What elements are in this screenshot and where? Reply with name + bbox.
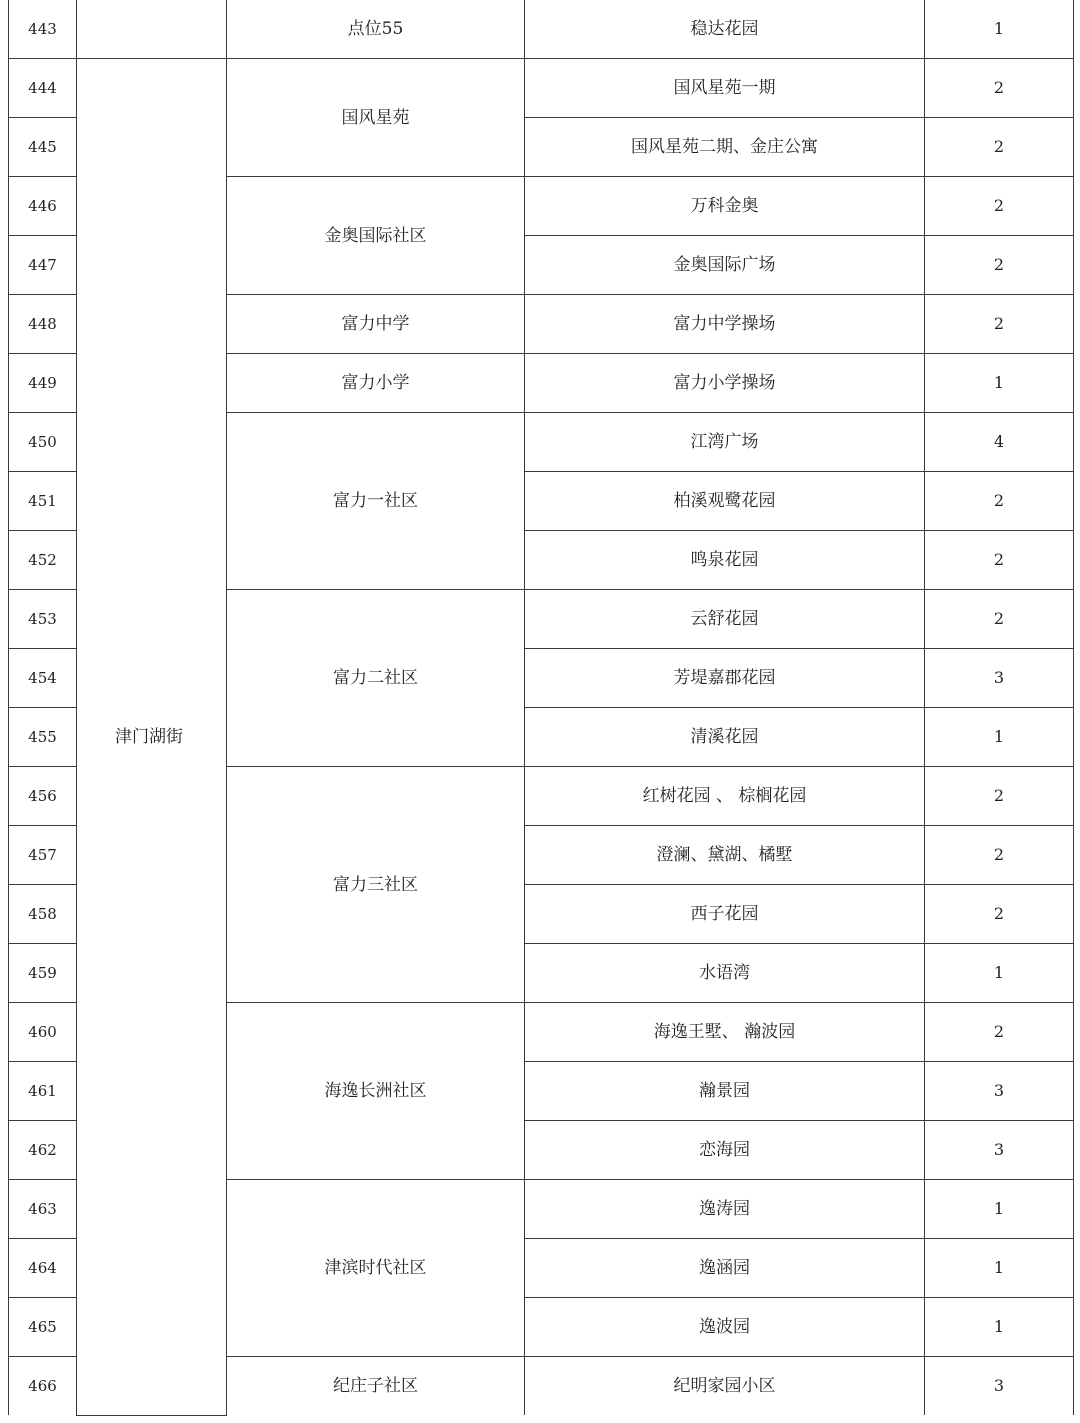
row-number-cell: 459 bbox=[9, 944, 77, 1003]
row-number-cell: 464 bbox=[9, 1239, 77, 1298]
site-cell: 富力小学操场 bbox=[525, 354, 925, 413]
row-number-cell: 462 bbox=[9, 1121, 77, 1180]
count-cell: 2 bbox=[925, 59, 1074, 118]
site-cell: 海逸王墅、 瀚波园 bbox=[525, 1003, 925, 1062]
row-number-cell: 445 bbox=[9, 118, 77, 177]
site-cell: 纪明家园小区 bbox=[525, 1357, 925, 1416]
site-cell: 云舒花园 bbox=[525, 590, 925, 649]
row-number-cell: 460 bbox=[9, 1003, 77, 1062]
count-cell: 3 bbox=[925, 1121, 1074, 1180]
site-cell: 国风星苑一期 bbox=[525, 59, 925, 118]
site-cell: 西子花园 bbox=[525, 885, 925, 944]
community-cell: 津滨时代社区 bbox=[227, 1180, 525, 1357]
count-cell: 2 bbox=[925, 236, 1074, 295]
site-cell: 逸涵园 bbox=[525, 1239, 925, 1298]
site-cell: 红树花园 、 棕榈花园 bbox=[525, 767, 925, 826]
count-cell: 2 bbox=[925, 1003, 1074, 1062]
row-number-cell: 451 bbox=[9, 472, 77, 531]
site-cell: 稳达花园 bbox=[525, 0, 925, 59]
site-cell: 恋海园 bbox=[525, 1121, 925, 1180]
row-number-cell: 447 bbox=[9, 236, 77, 295]
count-cell: 3 bbox=[925, 1357, 1074, 1416]
row-number-cell: 448 bbox=[9, 295, 77, 354]
row-number-cell: 450 bbox=[9, 413, 77, 472]
site-cell: 万科金奥 bbox=[525, 177, 925, 236]
table-body bbox=[9, 0, 1074, 1415]
community-cell: 富力小学 bbox=[227, 354, 525, 413]
count-cell: 2 bbox=[925, 767, 1074, 826]
site-cell: 瀚景园 bbox=[525, 1062, 925, 1121]
site-cell: 金奥国际广场 bbox=[525, 236, 925, 295]
count-cell: 1 bbox=[925, 1298, 1074, 1357]
site-cell: 鸣泉花园 bbox=[525, 531, 925, 590]
community-cell: 金奥国际社区 bbox=[227, 177, 525, 295]
site-cell: 清溪花园 bbox=[525, 708, 925, 767]
row-number-cell: 443 bbox=[9, 0, 77, 59]
community-cell: 国风星苑 bbox=[227, 59, 525, 177]
site-cell: 芳堤嘉郡花园 bbox=[525, 649, 925, 708]
site-cell: 国风星苑二期、金庄公寓 bbox=[525, 118, 925, 177]
site-cell: 柏溪观鹭花园 bbox=[525, 472, 925, 531]
count-cell: 2 bbox=[925, 295, 1074, 354]
site-table bbox=[8, 0, 1074, 1416]
count-cell: 2 bbox=[925, 177, 1074, 236]
count-cell: 1 bbox=[925, 354, 1074, 413]
site-cell: 逸波园 bbox=[525, 1298, 925, 1357]
count-cell: 2 bbox=[925, 531, 1074, 590]
community-cell: 纪庄子社区 bbox=[227, 1357, 525, 1416]
count-cell: 1 bbox=[925, 1239, 1074, 1298]
count-cell: 3 bbox=[925, 1062, 1074, 1121]
row-number-cell: 466 bbox=[9, 1357, 77, 1416]
row-number-cell: 457 bbox=[9, 826, 77, 885]
count-cell: 4 bbox=[925, 413, 1074, 472]
community-cell: 富力二社区 bbox=[227, 590, 525, 767]
row-number-cell: 453 bbox=[9, 590, 77, 649]
count-cell: 1 bbox=[925, 1180, 1074, 1239]
count-cell: 2 bbox=[925, 118, 1074, 177]
row-number-cell: 461 bbox=[9, 1062, 77, 1121]
count-cell: 1 bbox=[925, 0, 1074, 59]
row-number-cell: 458 bbox=[9, 885, 77, 944]
row-number-cell: 463 bbox=[9, 1180, 77, 1239]
row-number-cell: 456 bbox=[9, 767, 77, 826]
site-cell: 富力中学操场 bbox=[525, 295, 925, 354]
count-cell: 2 bbox=[925, 472, 1074, 531]
community-cell: 富力中学 bbox=[227, 295, 525, 354]
count-cell: 1 bbox=[925, 944, 1074, 1003]
count-cell: 2 bbox=[925, 826, 1074, 885]
row-number-cell: 452 bbox=[9, 531, 77, 590]
row-number-cell: 444 bbox=[9, 59, 77, 118]
count-cell: 1 bbox=[925, 708, 1074, 767]
table-row bbox=[9, 59, 1074, 118]
row-number-cell: 449 bbox=[9, 354, 77, 413]
row-number-cell: 454 bbox=[9, 649, 77, 708]
community-cell: 点位55 bbox=[227, 0, 525, 59]
street-cell bbox=[77, 0, 227, 59]
count-cell: 3 bbox=[925, 649, 1074, 708]
row-number-cell: 446 bbox=[9, 177, 77, 236]
count-cell: 2 bbox=[925, 885, 1074, 944]
street-cell: 津门湖街 bbox=[77, 59, 227, 1416]
site-cell: 水语湾 bbox=[525, 944, 925, 1003]
site-cell: 逸涛园 bbox=[525, 1180, 925, 1239]
count-cell: 2 bbox=[925, 590, 1074, 649]
community-cell: 富力一社区 bbox=[227, 413, 525, 590]
site-cell: 江湾广场 bbox=[525, 413, 925, 472]
site-cell: 澄澜、黛湖、橘墅 bbox=[525, 826, 925, 885]
row-number-cell: 465 bbox=[9, 1298, 77, 1357]
table-row bbox=[9, 0, 1074, 59]
community-cell: 富力三社区 bbox=[227, 767, 525, 1003]
row-number-cell: 455 bbox=[9, 708, 77, 767]
community-cell: 海逸长洲社区 bbox=[227, 1003, 525, 1180]
